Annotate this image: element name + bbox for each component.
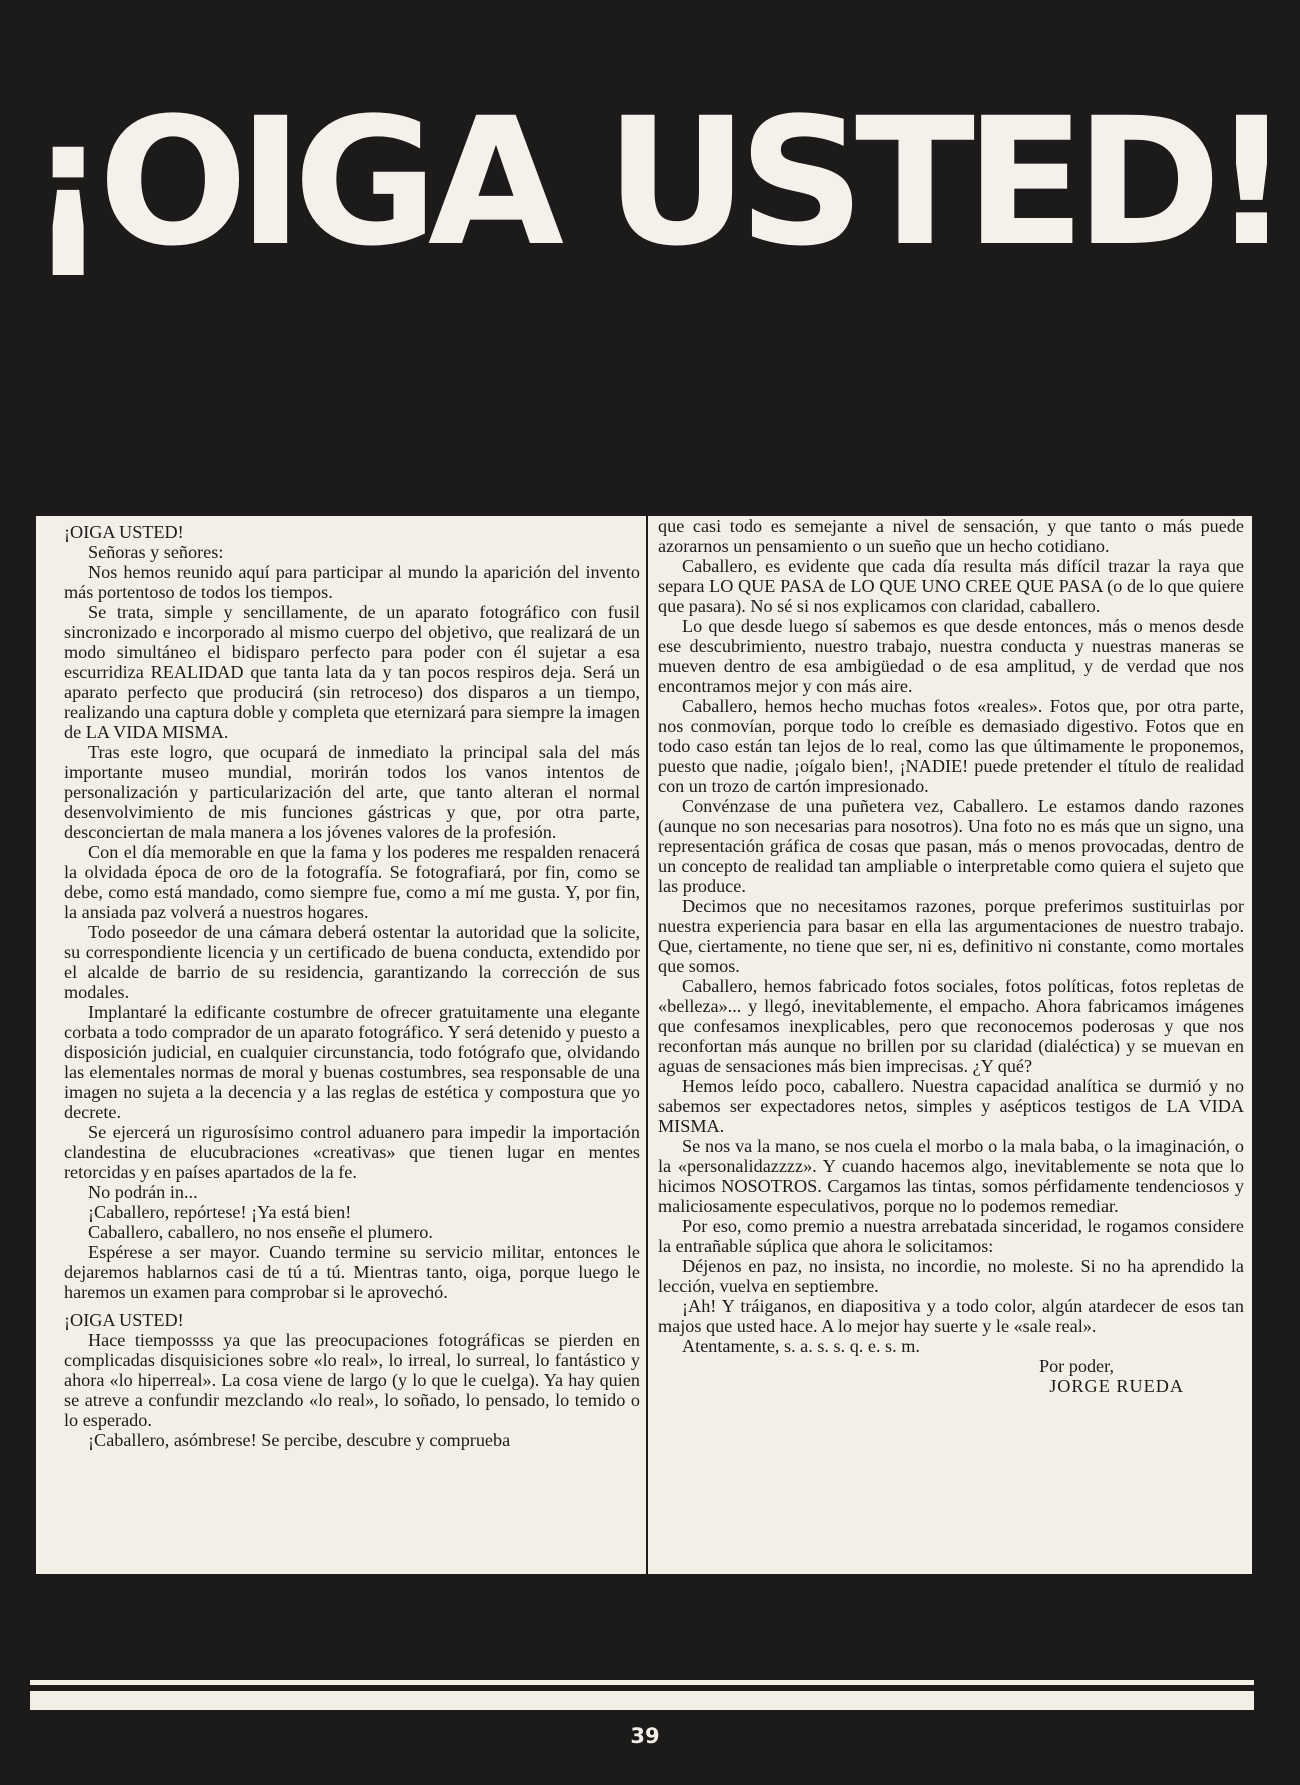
paragraph: Señoras y señores: [88, 542, 224, 562]
paragraph: Déjenos en paz, no insista, no incordie, no moleste. Si no ha aprendido la lección, vuelva en septiembre. [658, 1256, 1244, 1296]
article-column-left [36, 516, 646, 1574]
paragraph: Atentamente, s. a. s. s. q. e. s. m. [682, 1336, 920, 1356]
paragraph: Caballero, caballero, no nos enseñe el plumero. [88, 1222, 433, 1242]
paragraph: ¡Caballero, repórtese! ¡Ya está bien! [88, 1202, 352, 1222]
article-column-right [648, 516, 1252, 1574]
footer-rule-thin [30, 1680, 1254, 1685]
paragraph: Caballero, hemos fabricado fotos sociales, fotos políticas, fotos repletas de «belleza»... y llegó, inevitablemente, el empacho. Ahora fabricamos imágenes que confesamos inexplicables, pero que reconocemos poderosas y que nos reconfortan más aunque no brillen por su claridad (dialéctica) y se muevan en aguas de sensaciones más bien imprecisas. ¿Y qué? [658, 976, 1244, 1076]
footer-rule-thick [30, 1691, 1254, 1710]
signoff-line: Por poder, [1038, 1356, 1114, 1376]
paragraph: Caballero, hemos hecho muchas fotos «reales». Fotos que, por otra parte, nos conmovían, porque todo lo creíble es demasiado digestivo. Fotos que en todo caso están tan lejos de lo real, como las que últimamente le proponemos, puesto que nadie, ¡oígalo bien!, ¡NADIE! puede pretender el título de realidad con un trozo de cartón impresionado. [658, 696, 1244, 796]
paragraph: Implantaré la edificante costumbre de ofrecer gratuitamente una elegante corbata a todo comprador de un aparato fotográfico. Y será detenido y puesto a disposición judicial, en cualquier circunstancia, todo fotógrafo que, olvidando las elementales normas de moral y buenas costumbres, sea responsable de una imagen no sujeta a la decencia y a las reglas de estética y compostura que yo decrete. [64, 1002, 640, 1122]
paragraph: Todo poseedor de una cámara deberá ostentar la autoridad que la solicite, su correspondiente licencia y un certificado de buena conducta, extendido por el alcalde de barrio de su residencia, garantizando la corrección de sus modales. [64, 922, 640, 1002]
section-heading: ¡OIGA USTED! [64, 522, 184, 542]
paragraph: que casi todo es semejante a nivel de sensación, y que tanto o más puede azorarnos un pensamiento o un sueño que un hecho cotidiano. [658, 516, 1244, 556]
paragraph: Nos hemos reunido aquí para participar al mundo la aparición del invento más portentoso de todos los tiempos. [64, 562, 640, 602]
paragraph: No podrán in... [88, 1182, 198, 1202]
paragraph: Con el día memorable en que la fama y los poderes me respalden renacerá la olvidada época de oro de la fotografía. Se fotografiará, por fin, como se debe, como está mandado, como siempre fue, como a mí me gusta. Y, por fin, la ansiada paz volverá a nuestros hogares. [64, 842, 640, 922]
paragraph: Lo que desde luego sí sabemos es que desde entonces, más o menos desde ese descubrimiento, nuestro trabajo, nuestra conducta y nuestras maneras se mueven dentro de esa ambigüedad o de esa amplitud, y de verdad que nos encontramos mejor y con más aire. [658, 616, 1244, 696]
paragraph: Hemos leído poco, caballero. Nuestra capacidad analítica se durmió y no sabemos ser expectadores netos, simples y asépticos testigos de LA VIDA MISMA. [658, 1076, 1244, 1136]
page-number: 39 [630, 1724, 660, 1748]
paragraph: Convénzase de una puñetera vez, Caballero. Le estamos dando razones (aunque no son necesarias para nosotros). Una foto no es más que un signo, una representación gráfica de cosas que pasan, más o menos provocadas, dentro de un concepto de realidad tan ampliable o interpretable como quiera el sujeto que las produce. [658, 796, 1244, 896]
paragraph: ¡Ah! Y tráiganos, en diapositiva y a todo color, algún atardecer de esos tan majos que usted hace. A lo mejor hay suerte y le «sale real». [658, 1296, 1244, 1336]
paragraph: Se ejercerá un rigurosísimo control aduanero para impedir la importación clandestina de elucubraciones «creativas» que tienen lugar en mentes retorcidas y en países apartados de la fe. [64, 1122, 640, 1182]
paragraph: ¡Caballero, asómbrese! Se percibe, descubre y comprueba [88, 1430, 511, 1450]
paragraph: Tras este logro, que ocupará de inmediato la principal sala del más importante museo mundial, morirán todos los vanos intentos de personalización y particularización del arte, que tanto alteran el normal desenvolvimiento de mis funciones gástricas y que, por otra parte, desconciertan de mala manera a los jóvenes valores de la profesión. [64, 742, 640, 842]
headline: ¡OIGA USTED! [28, 80, 1282, 285]
paragraph: Caballero, es evidente que cada día resulta más difícil trazar la raya que separa LO QUE PASA de LO QUE UNO CREE QUE PASA (o de lo que quiere que pasara). No sé si nos explicamos con claridad, caballero. [658, 556, 1244, 616]
paragraph: Se nos va la mano, se nos cuela el morbo o la mala baba, o la imaginación, o la «personalidazzzz». Y cuando hacemos algo, inevitablemente se nota que lo hicimos NOSOTROS. Cargamos las tintas, somos pérfidamente tendenciosos y maliciosamente especulativos, porque no lo podemos remediar. [658, 1136, 1244, 1216]
paragraph: Hace tiempossss ya que las preocupaciones fotográficas se pierden en complicadas disquisiciones sobre «lo real», lo irreal, lo surreal, lo fantástico y ahora «lo hiperreal». La cosa viene de largo (y lo que le cuelga). Ya hay quien se atreve a confundir mezclando «lo real», lo soñado, lo pensado, lo temido o lo esperado. [64, 1330, 640, 1430]
author-signature: JORGE RUEDA [1049, 1376, 1184, 1396]
paragraph: Por eso, como premio a nuestra arrebatada sinceridad, le rogamos considere la entrañable súplica que ahora le solicitamos: [658, 1216, 1244, 1256]
paragraph: Espérese a ser mayor. Cuando termine su servicio militar, entonces le dejaremos hablarnos casi de tú a tú. Mientras tanto, oiga, porque luego le haremos un examen para comprobar si le aprovechó. [64, 1242, 640, 1302]
section-heading: ¡OIGA USTED! [64, 1310, 184, 1330]
paragraph: Decimos que no necesitamos razones, porque preferimos sustituirlas por nuestra experiencia para basar en ella las argumentaciones de nuestro trabajo. Que, ciertamente, no tiene que ser, ni es, definitivo ni constante, como mortales que somos. [658, 896, 1244, 976]
paragraph: Se trata, simple y sencillamente, de un aparato fotográfico con fusil sincronizado e incorporado al mismo cuerpo del objetivo, que realizará de un modo simultáneo el bidisparo perfecto para poder con él sujetar a esa escurridiza REALIDAD que tanta lata da y tan pocos respiros deja. Será un aparato perfecto que producirá (sin retroceso) dos disparos a un tiempo, realizando una captura doble y completa que eternizará para siempre la imagen de LA VIDA MISMA. [64, 602, 640, 742]
